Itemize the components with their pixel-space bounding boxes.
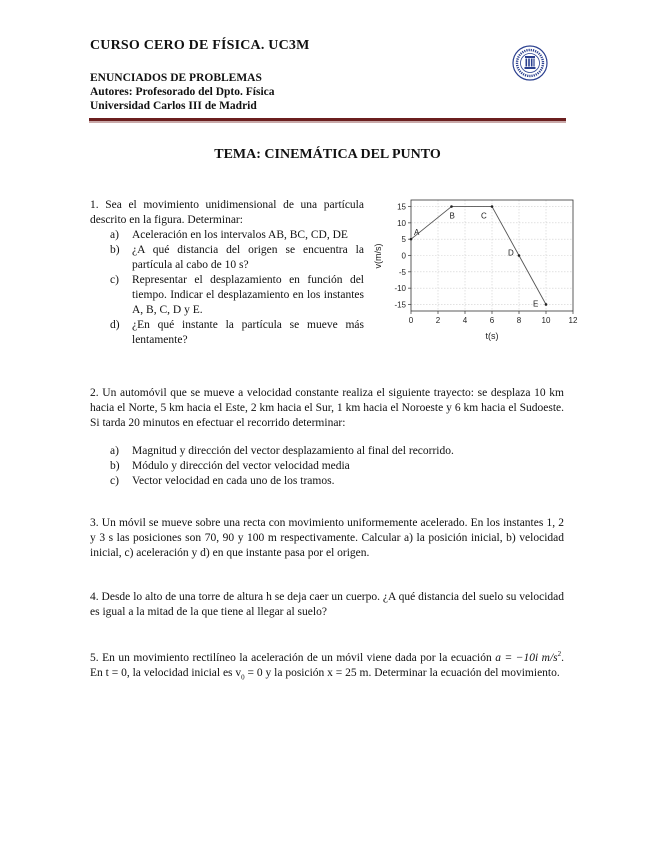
list-marker: a) xyxy=(110,229,119,241)
y-tick-label: -15 xyxy=(394,300,406,310)
problem-3-text: 3. Un móvil se mueve sobre una recta con movimiento uniformemente acelerado. En los instantes 1, 2 y 3 s las posiciones son 70, 90 y 100 m respectivamente. Calcular a) la posición inicial, b) velocidad inicial, c) aceleración y d) en que instante pasa por el origen. xyxy=(90,517,564,559)
x-tick-label: 10 xyxy=(541,316,551,325)
list-marker: c) xyxy=(110,475,119,487)
x-tick-label: 2 xyxy=(435,316,441,325)
y-tick-label: 0 xyxy=(401,251,406,261)
data-point xyxy=(491,205,494,208)
list-marker: c) xyxy=(110,274,119,286)
y-tick-label: 5 xyxy=(401,235,406,245)
list-item xyxy=(110,459,564,474)
header-rule-shadow xyxy=(89,121,566,123)
point-label: E xyxy=(533,299,539,309)
y-tick-label: -10 xyxy=(394,284,406,294)
x-tick-label: 8 xyxy=(516,316,522,325)
list-item xyxy=(110,474,564,489)
problem-1-intro: 1. Sea el movimiento unidimensional de una partícula descrito en la figura. Determinar: xyxy=(90,199,364,226)
list-item-text: Vector velocidad en cada uno de los tramos. xyxy=(132,475,335,487)
point-label: D xyxy=(508,248,514,258)
y-tick-label: -5 xyxy=(398,267,406,277)
header-line-authors: Autores: Profesorado del Dpto. Física xyxy=(90,86,275,98)
x-tick-label: 12 xyxy=(568,316,578,325)
problem-2-intro: 2. Un automóvil que se mueve a velocidad constante realiza el siguiente trayecto: se desplaza 10 km hacia el Norte, 5 km hacia el Este, 2 km hacia el Sur, 1 km hacia el Noroeste y 6 km hacia el Sudoeste. Si tarda 20 minutos en efectuar el recorrido determinar: xyxy=(90,387,564,429)
problem-5-text xyxy=(90,647,564,685)
list-item-text: Aceleración en los intervalos AB, BC, CD, DE xyxy=(132,229,348,241)
chart-points xyxy=(410,205,548,308)
chart-grid xyxy=(411,200,573,311)
list-item-text: ¿A qué distancia del origen se encuentra la partícula al cabo de 10 s? xyxy=(132,244,364,271)
header-line-university: Universidad Carlos III de Madrid xyxy=(90,100,257,112)
y-tick-label: 15 xyxy=(397,202,406,212)
point-label: C xyxy=(481,211,487,221)
list-item-text: Representar el desplazamiento en función del tiempo. Indicar el desplazamiento en los instantes A, B, C, D y E. xyxy=(132,274,364,316)
problem-1-list xyxy=(110,228,364,348)
problem-5-part1: 5. En un movimiento rectilíneo la aceleración de un móvil viene dada por la ecuación xyxy=(90,651,492,664)
acceleration-equation: a = −10i m/s xyxy=(495,651,558,664)
list-marker: a) xyxy=(110,445,119,457)
problem-5-part3: = 0 y la posición x = 25 m. Determinar la ecuación del movimiento. xyxy=(244,666,560,679)
y-tick-label: 10 xyxy=(397,218,406,228)
equation-exponent: 2 xyxy=(557,650,562,658)
list-item-text: Magnitud y dirección del vector desplazamiento al final del recorrido. xyxy=(132,445,454,457)
y-axis-label: v(m/s) xyxy=(373,243,383,269)
point-label: B xyxy=(449,211,455,221)
data-point xyxy=(545,303,548,306)
problem-4-text: 4. Desde lo alto de una torre de altura h se deja caer un cuerpo. ¿A qué distancia del suelo su velocidad es igual a la mitad de la que tiene al llegar al suelo? xyxy=(90,591,564,618)
x-tick-label: 0 xyxy=(408,316,414,325)
list-item xyxy=(110,243,364,273)
velocity-time-chart xyxy=(368,192,583,344)
list-marker: b) xyxy=(110,244,120,256)
list-item xyxy=(110,444,564,459)
course-title: CURSO CERO DE FÍSICA. UC3M xyxy=(90,38,310,53)
data-point xyxy=(410,238,413,241)
list-item-text: ¿En qué instante la partícula se mueve más lentamente? xyxy=(132,319,364,346)
point-label: A xyxy=(414,228,420,238)
university-seal-icon xyxy=(512,45,548,81)
x-axis-label: t(s) xyxy=(485,331,499,341)
problem-2-list xyxy=(110,444,564,489)
data-point xyxy=(518,254,521,257)
problem-5-part2: . En t = 0, la velocidad inicial es v xyxy=(90,651,565,679)
x-tick-label: 4 xyxy=(462,316,468,325)
header-line-problems: ENUNCIADOS DE PROBLEMAS xyxy=(90,72,262,84)
list-marker: b) xyxy=(110,460,120,472)
velocity-subscript: 0 xyxy=(241,673,245,682)
x-tick-label: 6 xyxy=(489,316,495,325)
data-point xyxy=(450,205,453,208)
list-item xyxy=(110,228,364,243)
list-item-text: Módulo y dirección del vector velocidad media xyxy=(132,460,350,472)
chart-ticks xyxy=(394,203,578,325)
list-marker: d) xyxy=(110,319,120,331)
list-item xyxy=(110,318,364,348)
topic-title: TEMA: CINEMÁTICA DEL PUNTO xyxy=(214,147,441,162)
list-item xyxy=(110,273,364,318)
